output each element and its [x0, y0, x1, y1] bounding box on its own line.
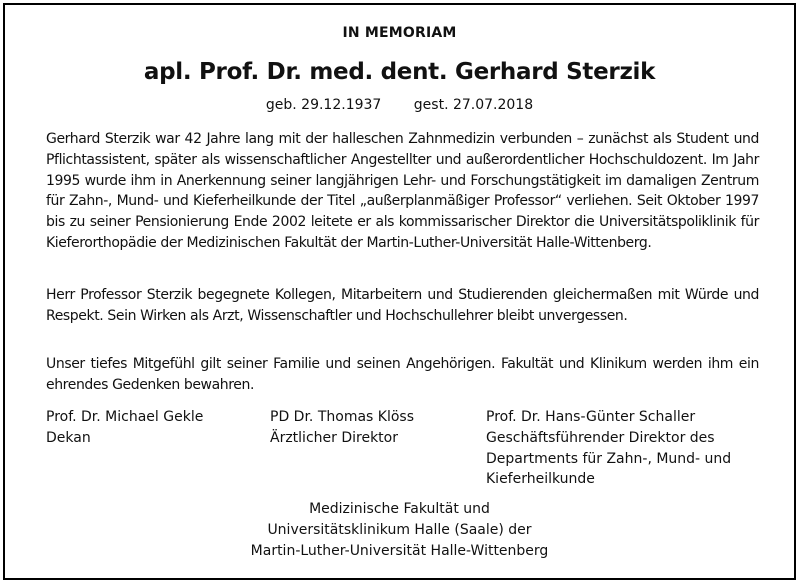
death-date: gest. 27.07.2018: [413, 97, 534, 113]
birth-date: geb. 29.12.1937: [265, 97, 382, 113]
signatory-department-director: [486, 407, 776, 490]
institution-footer: [5, 499, 794, 561]
footer-line: Medizinische Fakultät und: [309, 501, 490, 517]
footer-line: Universitätsklinikum Halle (Saale) der: [267, 521, 532, 538]
signatory-medical-director: [270, 407, 414, 449]
signatory-name: Prof. Dr. Hans-Günter Schaller: [486, 409, 696, 425]
signatory-role: Geschäftsführender Direktor des Departments für Zahn-, Mund- und Kieferheilkunde: [486, 429, 732, 488]
footer-line: Martin-Luther-Universität Halle-Wittenberg: [250, 542, 549, 559]
memorial-notice: [3, 3, 796, 580]
life-dates: [5, 97, 794, 113]
signatory-role: Ärztlicher Direktor: [270, 429, 398, 446]
paragraph-tribute: Herr Professor Sterzik begegnete Kollegen, Mitarbeitern und Studierenden gleichermaßen mit Würde und Respekt. Sein Wirken als Arzt, Wissenschaftler und Hochschullehrer bleibt unvergessen.: [46, 287, 759, 324]
paragraph-biography: Gerhard Sterzik war 42 Jahre lang mit der halleschen Zahnmedizin verbunden – zunächst als Student und Pflichtassistent, später als wissenschaftlicher Angestellter und außerordentlicher Hochschuldozent. Im Jahr 1995 wurde ihm in Anerkennung seiner langjährigen Lehr- und Forschungstätigkeit im damaligen Zentrum für Zahn-, Mund- und Kieferheilkunde der Titel „außerplanmäßiger Professor“ verliehen. Seit Oktober 1997 bis zu seiner Pensionierung Ende 2002 leitete er als kommissarischer Direktor die Universitätspoliklinik für Kieferorthopädie der Medizinischen Fakultät der Martin-Luther-Universität Halle-Wittenberg.: [46, 131, 759, 251]
signatory-name: PD Dr. Thomas Klöss: [270, 409, 414, 425]
paragraph-condolence: Unser tiefes Mitgefühl gilt seiner Familie und seinen Angehörigen. Fakultät und Klinikum werden ihm ein ehrendes Gedenken bewahren.: [46, 356, 759, 393]
deceased-name: apl. Prof. Dr. med. dent. Gerhard Sterzik: [143, 59, 656, 85]
signatory-role: Dekan: [46, 429, 91, 446]
signatory-dean: [46, 407, 203, 449]
signatory-name: Prof. Dr. Michael Gekle: [46, 409, 204, 425]
notice-heading: IN MEMORIAM: [342, 25, 457, 41]
